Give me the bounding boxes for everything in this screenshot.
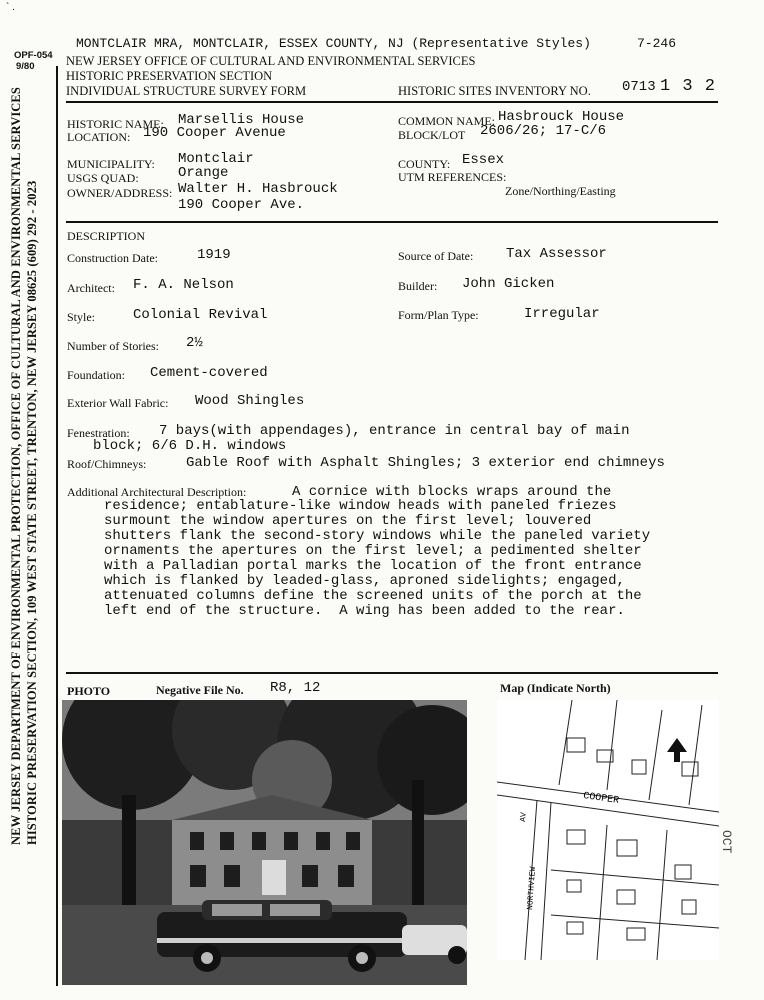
section-name: HISTORIC PRESERVATION SECTION [66,69,273,83]
county-label: COUNTY: [398,157,451,171]
style-label: Style: [67,310,96,324]
sidebar-line-1: NEW JERSEY DEPARTMENT OF ENVIRONMENTAL PROTECTION, OFFICE OF CULTURAL AND ENVIRONMENTAL SERVICES [9,87,23,845]
stories-value: 2½ [186,335,203,351]
usgs-quad-label: USGS QUAD: [67,171,139,185]
foundation-value: Cement-covered [150,365,268,381]
architect-label: Architect: [67,281,115,295]
style-value: Colonial Revival [133,307,268,323]
construction-date-value: 1919 [197,247,231,263]
photo-label: PHOTO [67,684,111,698]
utm-columns: Zone/Northing/Easting [505,184,616,198]
form-date: 9/80 [16,61,35,72]
survey-heading: MONTCLAIR MRA, MONTCLAIR, ESSEX COUNTY, NJ (Representative Styles) [76,36,591,51]
corner-marks: ` . [6,2,15,13]
inventory-suffix: 1 3 2 [660,77,717,96]
fenestration-value-1: 7 bays(with appendages), entrance in central bay of main [159,423,630,439]
additional-description-first: A cornice with blocks wraps around the [292,484,612,500]
map-street-cooper: COOPER [582,791,620,807]
identification-rule [66,221,718,223]
page-reference: 7-246 [637,36,677,51]
inventory-label: HISTORIC SITES INVENTORY NO. [398,84,591,98]
left-margin-rule [56,66,58,986]
edge-stamp: OCT [719,830,734,854]
builder-value: John Gicken [462,276,555,292]
foundation-label: Foundation: [67,368,126,382]
map-street-northview: NORTHVIEW [526,866,539,911]
common-name-value: Hasbrouck House [498,109,625,125]
house-photo [62,700,467,985]
wall-fabric-value: Wood Shingles [195,393,305,409]
form-name: INDIVIDUAL STRUCTURE SURVEY FORM [66,84,307,98]
utm-label: UTM REFERENCES: [398,170,507,184]
stories-label: Number of Stories: [67,339,159,353]
fenestration-label: Fenestration: [67,426,130,440]
fenestration-value-2: block; 6/6 D.H. windows [93,438,287,454]
source-of-date-label: Source of Date: [398,249,474,263]
common-name-label: COMMON NAME: [398,114,496,128]
north-arrow-icon [667,738,687,762]
usgs-quad-value: Orange [178,165,229,181]
map-label: Map (Indicate North) [500,681,611,695]
location-value: 190 Cooper Avenue [143,125,286,141]
builder-label: Builder: [398,279,438,293]
municipality-value: Montclair [178,151,254,167]
form-plan-value: Irregular [524,306,600,322]
location-map-image [497,700,719,960]
county-value: Essex [462,152,505,168]
agency-name: NEW JERSEY OFFICE OF CULTURAL AND ENVIRONMENTAL SERVICES [66,54,476,68]
header-rule [66,101,718,103]
source-of-date-value: Tax Assessor [506,246,607,262]
photo-section-rule [66,672,718,674]
owner-value: Walter H. Hasbrouck [178,181,338,197]
block-lot-value: 2606/26; 17-C/6 [480,123,607,139]
wall-fabric-label: Exterior Wall Fabric: [67,396,169,410]
construction-date-label: Construction Date: [67,251,158,265]
map-street-av: AV [519,811,529,823]
roof-label: Roof/Chimneys: [67,457,147,471]
historic-name-value: Marsellis House [178,112,305,128]
form-code: OPF-054 [14,50,53,61]
negative-file-value: R8, 12 [270,680,321,696]
inventory-number: 0713 [622,79,656,95]
owner-label: OWNER/ADDRESS: [67,186,173,200]
house-photo-image [62,700,467,985]
location-label: LOCATION: [67,130,131,144]
roof-value: Gable Roof with Asphalt Shingles; 3 exterior end chimneys [186,455,665,471]
block-lot-label: BLOCK/LOT [398,128,466,142]
municipality-label: MUNICIPALITY: [67,157,155,171]
sidebar-line-2: HISTORIC PRESERVATION SECTION, 109 WEST STATE STREET, TRENTON, NEW JERSEY 08625 (609) 292 - 2023 [25,180,39,845]
architect-value: F. A. Nelson [133,277,234,293]
additional-description-body: residence; entablature-like window heads with paneled friezes surmount the window apertures on the first level; louvered shutters flank the second-story windows while the paneled variety ornaments the apertures on the first level; a pedimented shelter with a Palladian portal marks the location of the front entrance which is flanked by leaded-glass, aproned sidelights; engaged, attenuated columns define the screened units of the porch at the left end of the structure. A wing has been added to the rear. [104,498,651,619]
historic-name-label: HISTORIC NAME: [67,117,164,131]
form-plan-label: Form/Plan Type: [398,308,479,322]
negative-file-label: Negative File No. [156,683,244,697]
additional-description-label: Additional Architectural Description: [67,485,247,499]
location-map [497,700,719,960]
owner-address-value: 190 Cooper Ave. [178,197,305,213]
agency-sidebar [8,0,40,845]
description-heading: DESCRIPTION [67,229,146,243]
